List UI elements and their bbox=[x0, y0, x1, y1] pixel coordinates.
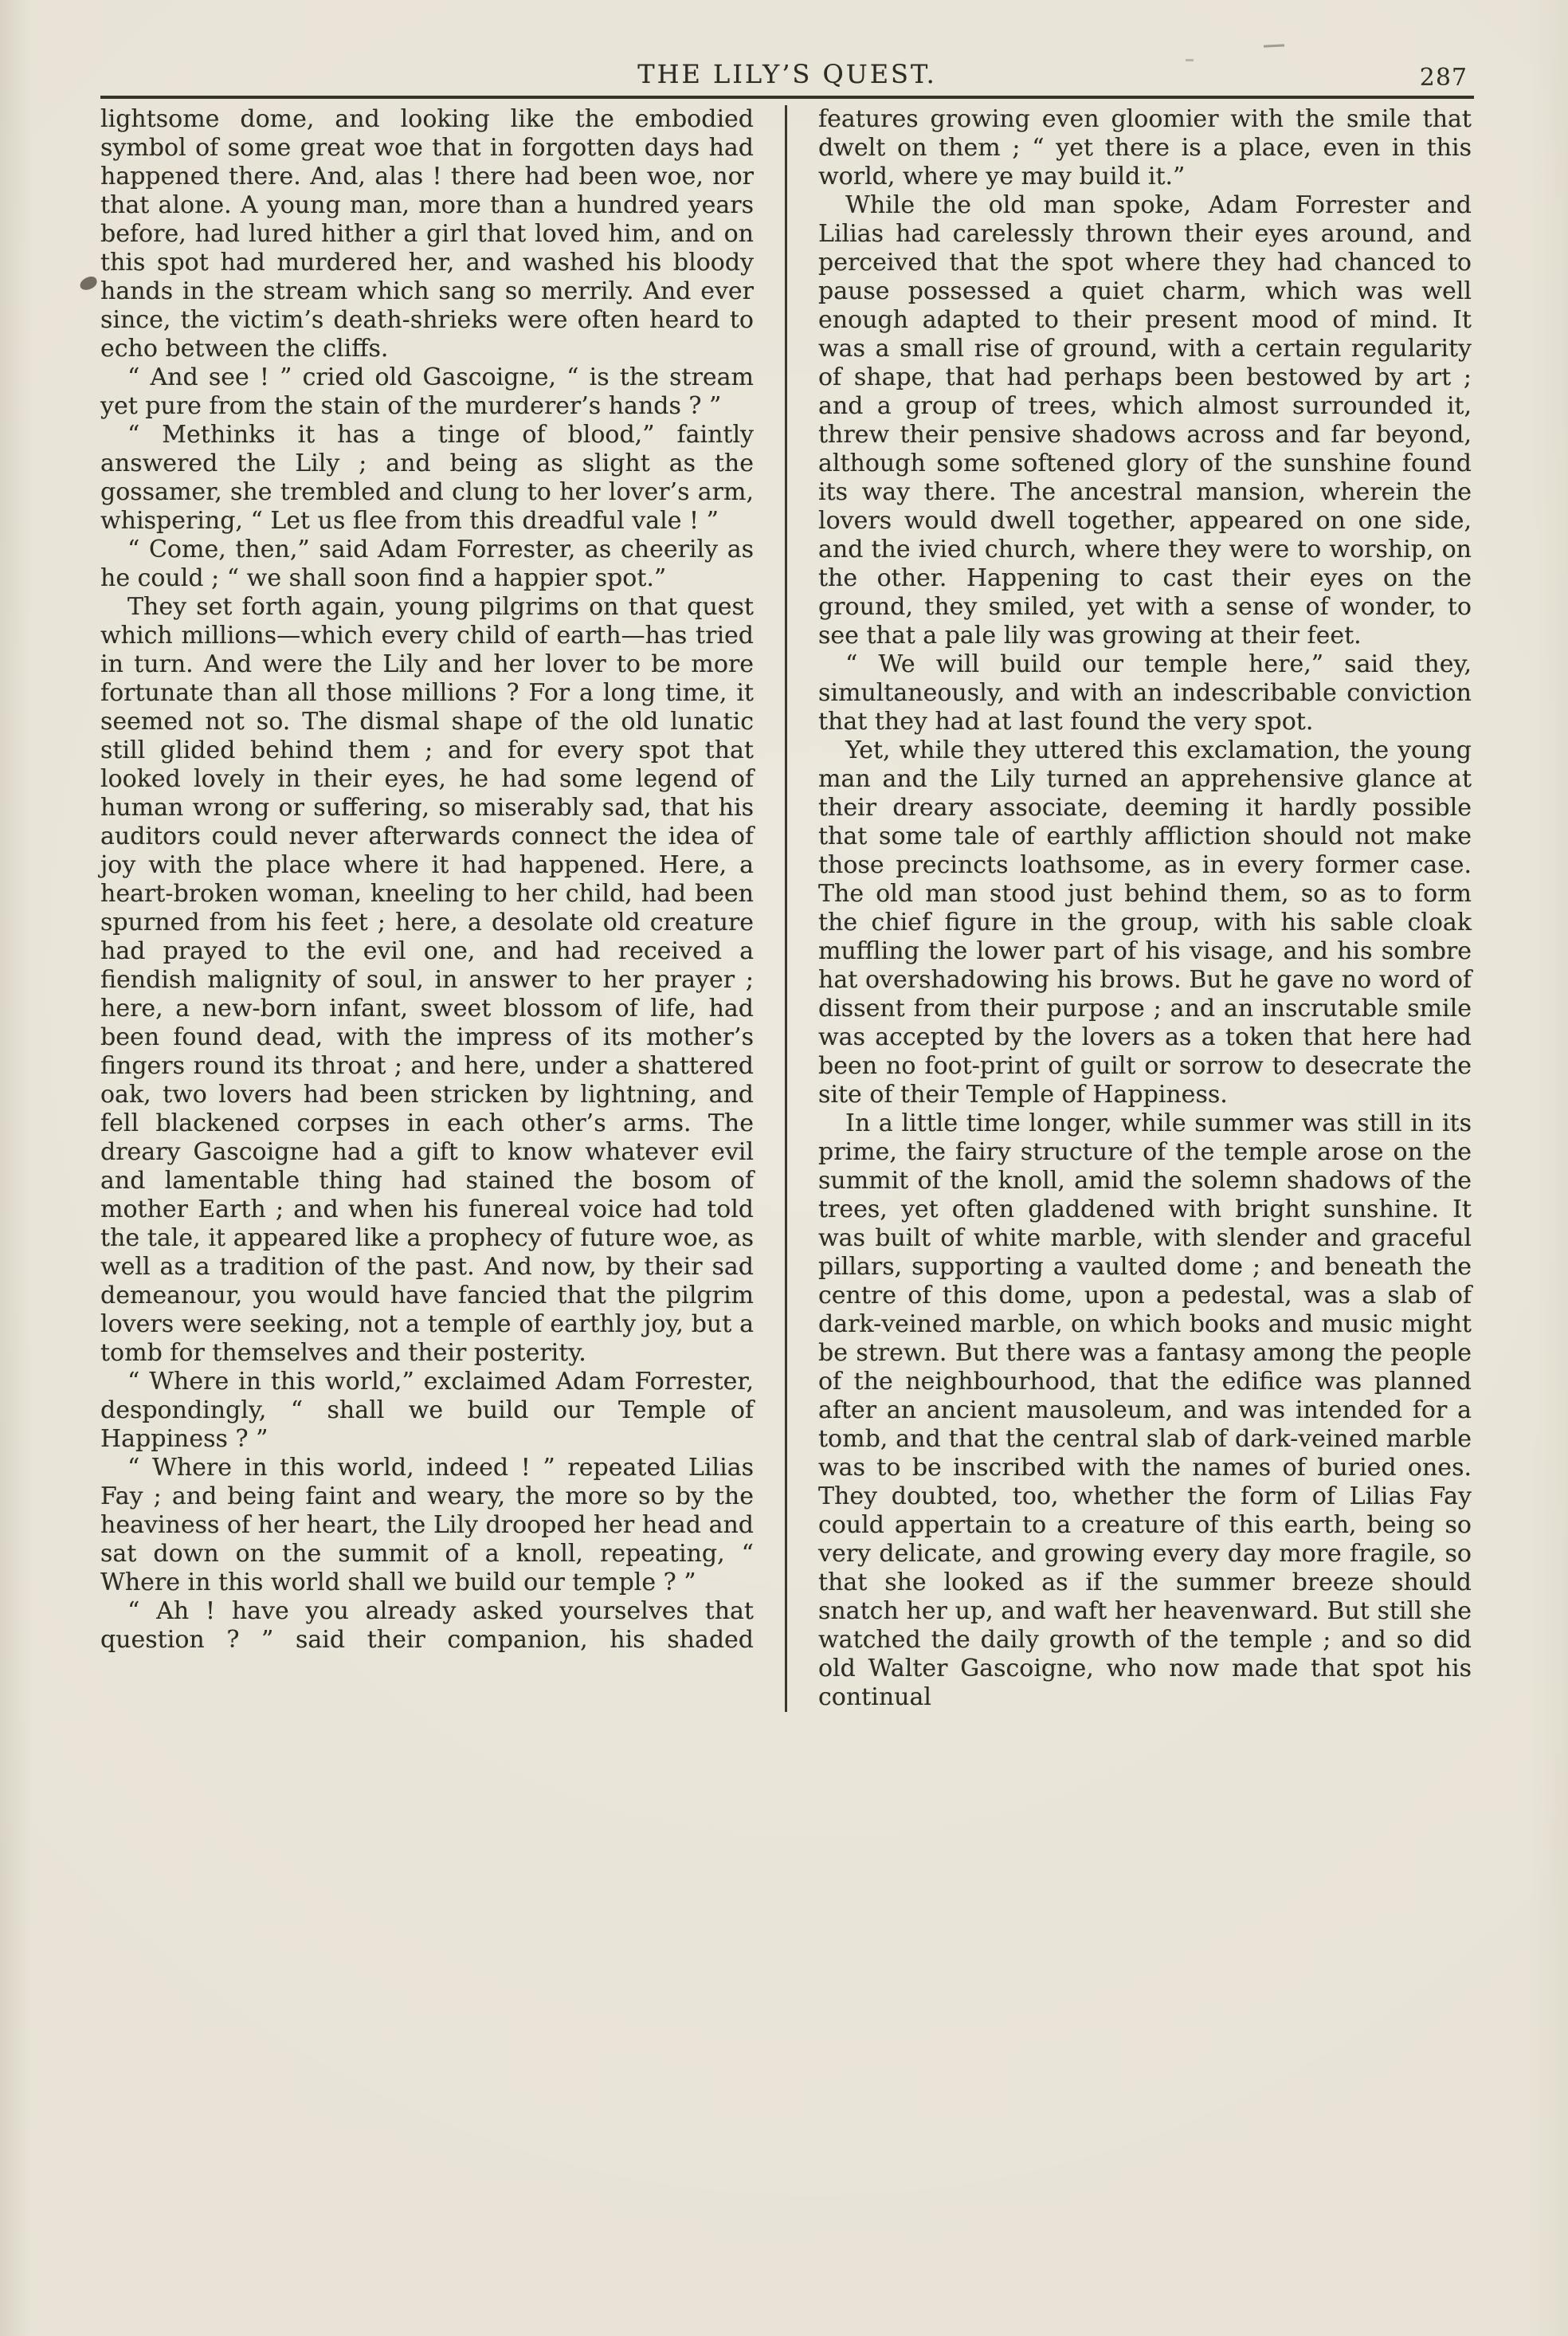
ink-smudge bbox=[78, 275, 99, 292]
paragraph: “ Where in this world,” exclaimed Adam Forrester, despondingly, “ shall we build our Temple of Happiness ? ” bbox=[100, 1368, 754, 1453]
right-column bbox=[818, 105, 1472, 1712]
paragraph: features growing even gloomier with the smile that dwelt on them ; “ yet there is a place, even in this world, where ye may build it.” bbox=[818, 105, 1472, 190]
paragraph: In a little time longer, while summer was still in its prime, the fairy structure of the temple arose on the summit of the knoll, amid the solemn shadows of the trees, yet often gladdened with bright sunshine. It was built of white marble, with slender and graceful pillars, supporting a vaulted dome ; and beneath the centre of this dome, upon a pedestal, was a slab of dark-veined marble, on which books and music might be strewn. But there was a fantasy among the people of the neighbourhood, that the edifice was planned after an ancient mausoleum, and was intended for a tomb, and that the central slab of dark-veined marble was to be inscribed with the names of buried ones. They doubted, too, whether the form of Lilias Fay could appertain to a creature of this earth, being so very delicate, and growing every day more fragile, so that she looked as if the summer breeze should snatch her up, and waft her heavenward. But still she watched the daily growth of the temple ; and so did old Walter Gascoigne, who now made that spot his continual bbox=[818, 1109, 1472, 1711]
paragraph: “ And see ! ” cried old Gascoigne, “ is the stream yet pure from the stain of the murderer’s hands ? ” bbox=[100, 363, 754, 420]
paragraph: “ We will build our temple here,” said they, simultaneously, and with an indescribable conviction that they had at last found the very spot. bbox=[818, 650, 1472, 736]
paragraph: “ Come, then,” said Adam Forrester, as cheerily as he could ; “ we shall soon find a happier spot.” bbox=[100, 536, 754, 592]
paragraph: While the old man spoke, Adam Forrester and Lilias had carelessly thrown their eyes around, and perceived that the spot where they had chanced to pause possessed a quiet charm, which was well enough adapted to their present mood of mind. It was a small rise of ground, with a certain regularity of shape, that had perhaps been bestowed by art ; and a group of trees, which almost surrounded it, threw their pensive shadows across and far beyond, although some softened glory of the sunshine found its way there. The ancestral mansion, wherein the lovers would dwell together, appeared on one side, and the ivied church, where they were to worship, on the other. Happening to cast their eyes on the ground, they smiled, yet with a sense of wonder, to see that a pale lily was growing at their feet. bbox=[818, 191, 1472, 650]
paragraph: They set forth again, young pilgrims on that quest which millions—which every child of earth—has tried in turn. And were the Lily and her lover to be more fortunate than all those millions ? For a long time, it seemed not so. The dismal shape of the old lunatic still glided behind them ; and for every spot that looked lovely in their eyes, he had some legend of human wrong or suffering, so miserably sad, that his auditors could never afterwards connect the idea of joy with the place where it had happened. Here, a heart-broken woman, kneeling to her child, had been spurned from his feet ; here, a desolate old creature had prayed to the evil one, and had received a fiendish malignity of soul, in answer to her prayer ; here, a new-born infant, sweet blossom of life, had been found dead, with the impress of its mother’s fingers round its throat ; and here, under a shattered oak, two lovers had been stricken by lightning, and fell blackened corpses in each other’s arms. The dreary Gascoigne had a gift to know whatever evil and lamentable thing had stained the bosom of mother Earth ; and when his funereal voice had told the tale, it appeared like a prophecy of future woe, as well as a tradition of the past. And now, by their sad demeanour, you would have fancied that the pilgrim lovers were seeking, not a temple of earthly joy, but a tomb for themselves and their posterity. bbox=[100, 593, 754, 1367]
running-header bbox=[100, 59, 1474, 92]
paragraph: “ Methinks it has a tinge of blood,” faintly answered the Lily ; and being as slight as the gossamer, she trembled and clung to her lover’s arm, whispering, “ Let us flee from this dreadful vale ! ” bbox=[100, 421, 754, 535]
header-rule bbox=[100, 96, 1474, 99]
paragraph: “ Ah ! have you already asked yourselves that question ? ” said their companion, his shaded bbox=[100, 1597, 754, 1654]
paragraph: lightsome dome, and looking like the embodied symbol of some great woe that in forgotten days had happened there. And, alas ! there had been woe, nor that alone. A young man, more than a hundred years before, had lured hither a girl that loved him, and on this spot had murdered her, and washed his bloody hands in the stream which sang so merrily. And ever since, the victim’s death-shrieks were often heard to echo between the cliffs. bbox=[100, 105, 754, 363]
page-number: 287 bbox=[1419, 64, 1468, 92]
paragraph: “ Where in this world, indeed ! ” repeated Lilias Fay ; and being faint and weary, the more so by the heaviness of her heart, the Lily drooped her head and sat down on the summit of a knoll, repeating, “ Where in this world shall we build our temple ? ” bbox=[100, 1454, 754, 1596]
page-title: THE LILY’S QUEST. bbox=[637, 59, 937, 89]
page-content bbox=[100, 59, 1474, 1712]
text-columns bbox=[100, 105, 1474, 1712]
paragraph: Yet, while they uttered this exclamation, the young man and the Lily turned an apprehensive glance at their dreary associate, deeming it hardly possible that some tale of earthly affliction should not make those precincts loathsome, as in every former case. The old man stood just behind them, so as to form the chief figure in the group, with his sable cloak muffling the lower part of his visage, and his sombre hat overshadowing his brows. But he gave no word of dissent from their purpose ; and an inscrutable smile was accepted by the lovers as a token that here had been no foot-print of guilt or sorrow to desecrate the site of their Temple of Happiness. bbox=[818, 736, 1472, 1109]
scan-artifact bbox=[1264, 44, 1284, 47]
left-column bbox=[100, 105, 754, 1712]
column-divider bbox=[785, 105, 787, 1712]
